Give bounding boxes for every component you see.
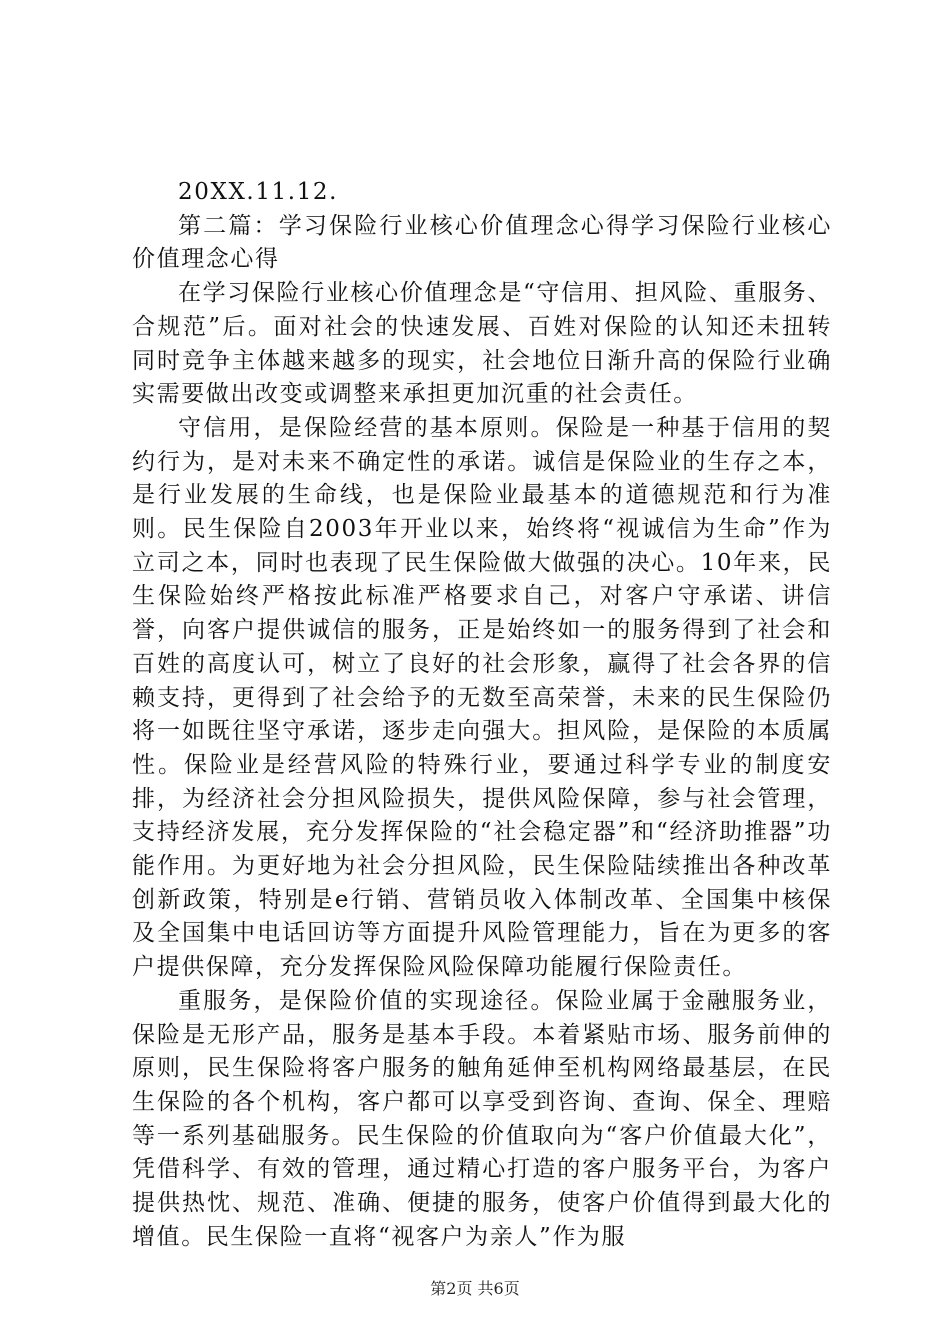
paragraph-intro: 在学习保险行业核心价值理念是“守信用、担风险、重服务、合规范”后。面对社会的快速发展、百姓对保险的认知还未扭转同时竞争主体越来越多的现实，社会地位日渐升高的保险行业确实需要做出改变或调整来承担更加沉重的社会责任。	[132, 280, 832, 408]
page-number-footer: 第2页 共6页	[430, 1279, 520, 1298]
document-body	[132, 176, 832, 1255]
paragraph-service: 重服务，是保险价值的实现途径。保险业属于金融服务业，保险是无形产品，服务是基本手段。本着紧贴市场、服务前伸的原则，民生保险将客户服务的触角延伸至机构网络最基层，在民生保险的各个机构，客户都可以享受到咨询、查询、保全、理赔等一系列基础服务。民生保险的价值取向为“客户价值最大化”，凭借科学、有效的管理，通过精心打造的客户服务平台，为客户提供热忱、规范、准确、便捷的服务，使客户价值得到最大化的增值。民生保险一直将“视客户为亲人”作为服	[132, 987, 832, 1250]
paragraph-credit-risk: 守信用，是保险经营的基本原则。保险是一种基于信用的契约行为，是对未来不确定性的承诺。诚信是保险业的生存之本，是行业发展的生命线，也是保险业最基本的道德规范和行为准则。民生保险自2003年开业以来，始终将“视诚信为生命”作为立司之本，同时也表现了民生保险做大做强的决心。10年来，民生保险始终严格按此标准严格要求自己，对客户守承诺、讲信誉，向客户提供诚信的服务，正是始终如一的服务得到了社会和百姓的高度认可，树立了良好的社会形象，赢得了社会各界的信赖支持，更得到了社会给予的无数至高荣誉，未来的民生保险仍将一如既往坚守承诺，逐步走向强大。担风险，是保险的本质属性。保险业是经营风险的特殊行业，要通过科学专业的制度安排，为经济社会分担风险损失，提供风险保障，参与社会管理，支持经济发展，充分发挥保险的“社会稳定器”和“经济助推器”功能作用。为更好地为社会分担风险，民生保险陆续推出各种改革创新政策，特别是e行销、营销员收入体制改革、全国集中核保及全国集中电话回访等方面提升风险管理能力，旨在为更多的客户提供保障，充分发挥保险风险保障功能履行保险责任。	[132, 414, 832, 981]
section-heading: 第二篇：学习保险行业核心价值理念心得学习保险行业核心价值理念心得	[132, 212, 832, 273]
date-line: 20XX.11.12.	[178, 179, 339, 205]
